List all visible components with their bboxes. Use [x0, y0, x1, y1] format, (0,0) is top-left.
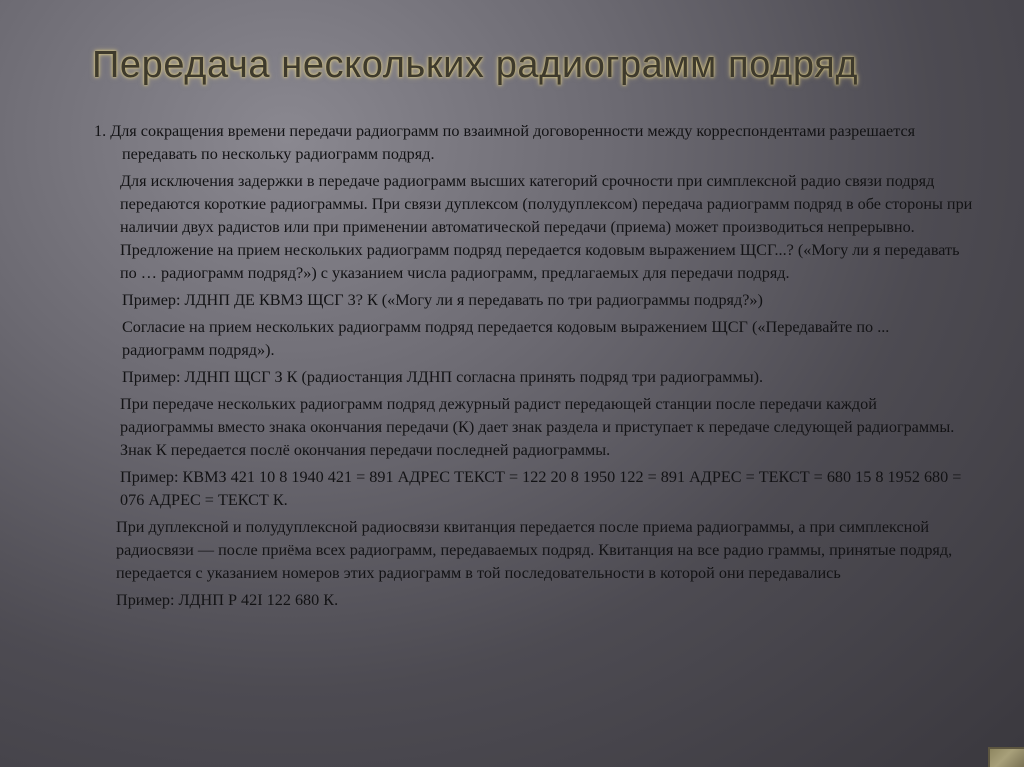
paragraph-example-3: Пример: КВМЗ 421 10 8 1940 421 = 891 АДРЕС ТЕКСТ = 122 20 8 1950 122 = 891 АДРЕС = ТЕКСТ = 680 15 8 1952 680 = 076 АДРЕС = ТЕКСТ К.: [120, 468, 962, 509]
paragraph-intro: 1. Для сокращения времени передачи радиограмм по взаимной договоренности между корреспондентами разрешается передавать по нескольку радиограмм подряд.: [94, 122, 916, 163]
paragraph-example-4: Пример: ЛДНП Р 42I 122 680 К.: [116, 591, 339, 609]
slide-title: Передача нескольких радиограмм подряд: [92, 44, 859, 86]
corner-decoration: [988, 747, 1024, 767]
paragraph-example-2: Пример: ЛДНП ЩСГ З К (радиостанция ЛДНП согласна принять подряд три радиограммы).: [122, 368, 764, 386]
paragraph-section-sign: При передаче нескольких радиограмм подряд дежурный радист передающей станции после передачи каждой радиограммы вместо знака окончания передачи (К) дает знак раздела и приступает к передаче следующей радиограммы. Знак К передается послё окончания передачи последней радиограммы.: [120, 395, 955, 459]
slide-body: [94, 120, 974, 616]
paragraph-example-1: Пример: ЛДНП ДЕ КВМЗ ЩСГ 3? К («Могу ли я передавать по три радиограммы подряд?»): [122, 291, 763, 309]
paragraph-simplex-duplex: Для исключения задержки в передаче радиограмм высших категорий срочности при симплексной радио связи подряд передаются короткие радиограммы. При связи дуплексом (полудуплексом) передача радиограмм подряд в обе стороны при наличии двух радистов или при применении автоматической передачи (приема) может производиться непрерывно. Предложение на прием нескольких радиограмм подряд передается кодовым выражением ЩСГ...? («Могу ли я передавать по … радиограмм подряд?») с указанием числа радиограмм, предлагаемых для передачи подряд.: [120, 172, 973, 282]
paragraph-receipt: При дуплексной и полудуплексной радиосвязи квитанция передается после приема радиограммы, а при симплексной радиосвязи — после приёма всех радиограмм, передаваемых подряд. Квитанция на все радио граммы, принятые подряд, передается с указанием номеров этих радиограмм в той последовательности в которой они передавались: [116, 518, 953, 582]
paragraph-consent: Согласие на прием нескольких радиограмм подряд передается кодовым выражением ЩСГ («Передавайте по ... радиограмм подряд»).: [122, 318, 890, 359]
